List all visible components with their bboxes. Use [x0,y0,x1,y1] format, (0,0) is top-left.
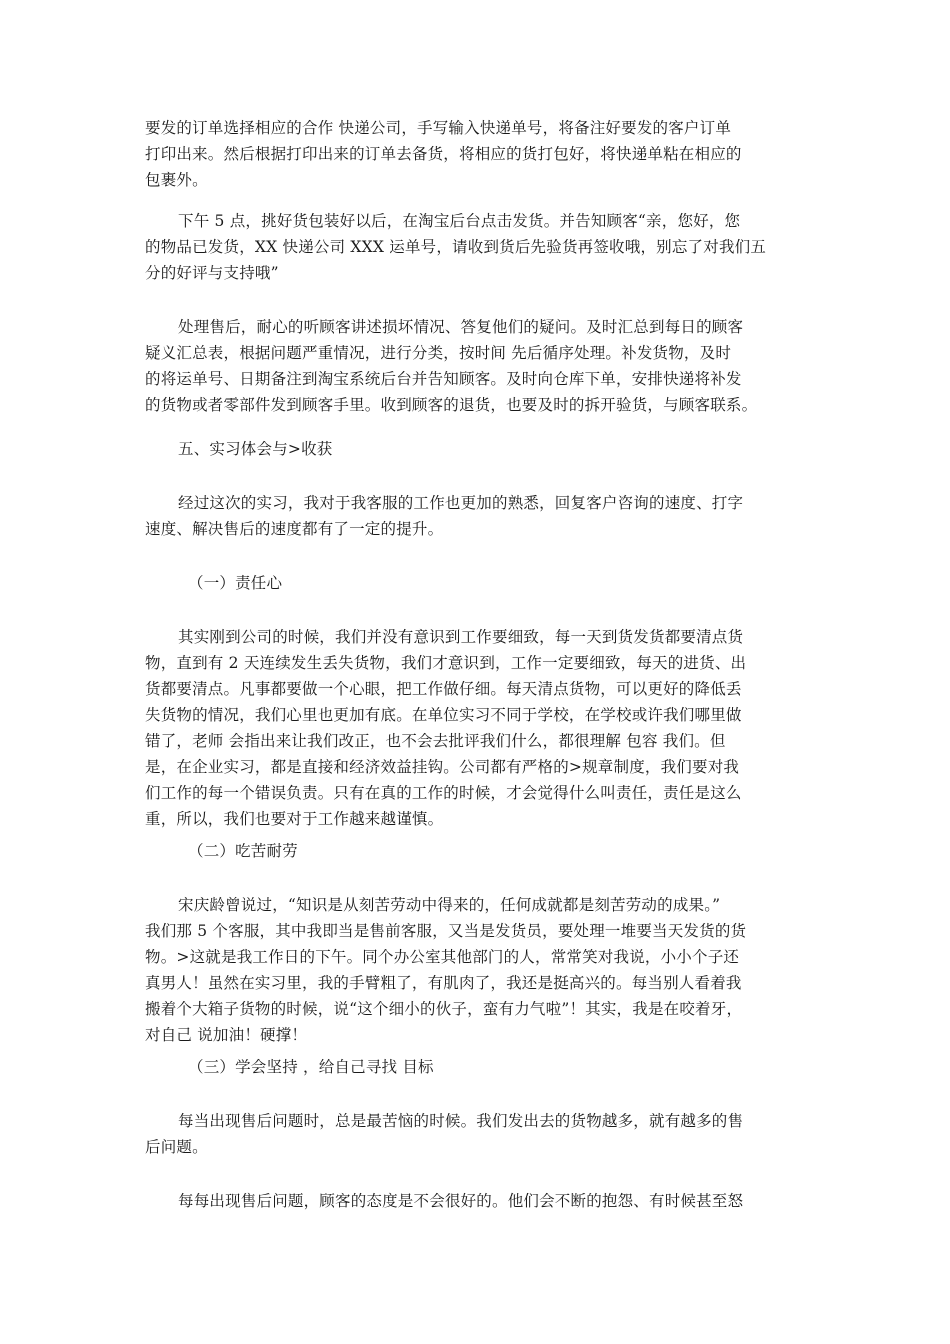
paragraph-line: 下午 5 点，挑好货包装好以后，在淘宝后台点击发货。并告知顾客“亲，您好，您 [178,212,741,230]
heading-line: 五、实习体会与>收获 [178,440,333,458]
paragraph-line: 宋庆龄曾说过，“知识是从刻苦劳动中得来的，任何成就都是刻苦劳动的成果。” [178,896,721,914]
paragraph-after-sales [145,314,810,418]
paragraph-line: 的物品已发货，XX 快递公司 XXX 运单号，请收到货后先验货再签收哦，别忘了对我们五 [145,238,767,256]
paragraph-line: 每当出现售后问题时，总是最苦恼的时候。我们发出去的货物越多，就有越多的售 [178,1112,744,1130]
paragraph-customer-attitude [145,1188,810,1214]
paragraph-responsibility [145,624,810,832]
paragraph-line: 物。>这就是我工作日的下午。同个办公室其他部门的人，常常笑对我说，小小个子还 [145,948,740,966]
section-heading-five [145,436,810,462]
paragraph-line: 货都要清点。凡事都要做一个心眼，把工作做仔细。每天清点货物，可以更好的降低丢 [145,680,742,698]
paragraph-line: 经过这次的实习，我对于我客服的工作也更加的熟悉，回复客户咨询的速度、打字 [178,494,744,512]
paragraph-shipping-notice [145,208,810,286]
paragraph-line: 后问题。 [145,1138,208,1156]
heading-line: （三）学会坚持 ，给自己寻找 目标 [188,1058,434,1076]
paragraph-line: 分的好评与支持哦” [145,264,279,282]
paragraph-line: 们工作的每一个错误负责。只有在真的工作的时候，才会觉得什么叫责任，责任是这么 [145,784,742,802]
paragraph-line: 失货物的情况，我们心里也更加有底。在单位实习不同于学校，在学校或许我们哪里做 [145,706,742,724]
subheading-hardworking [145,838,810,864]
paragraph-line: 处理售后，耐心的听顾客讲述损坏情况、答复他们的疑问。及时汇总到每日的顾客 [178,318,744,336]
paragraph-line: 的货物或者零部件发到顾客手里。收到顾客的退货，也要及时的拆开验货，与顾客联系。 [145,396,758,414]
paragraph-line: 物，直到有 2 天连续发生丢失货物，我们才意识到，工作一定要细致，每天的进货、出 [145,654,747,672]
paragraph-line: 真男人！虽然在实习里，我的手臂粗了，有肌肉了，我还是挺高兴的。每当别人看着我 [145,974,742,992]
paragraph-line: 疑义汇总表，根据问题严重情况，进行分类，按时间 先后循序处理。补发货物，及时 [145,344,732,362]
subheading-persistence [145,1054,810,1080]
paragraph-line: 我们那 5 个客服，其中我即当是售前客服，又当是发货员，要处理一堆要当天发货的货 [145,922,747,940]
paragraph-after-sales-problems [145,1108,810,1160]
paragraph-line: 的将运单号、日期备注到淘宝系统后台并告知顾客。及时向仓库下单，安排快递将补发 [145,370,742,388]
paragraph-experience [145,490,810,542]
paragraph-line: 搬着个大箱子货物的时候，说“这个细小的伙子，蛮有力气啦”！其实，我是在咬着牙， [145,1000,743,1018]
paragraph-line: 速度、解决售后的速度都有了一定的提升。 [145,520,444,538]
paragraph-hardworking [145,892,810,1048]
paragraph-line: 重，所以，我们也要对于工作越来越谨慎。 [145,810,444,828]
paragraph-line: 要发的订单选择相应的合作 快递公司，手写输入快递单号，将备注好要发的客户订单 [145,119,732,137]
heading-line: （一）责任心 [188,574,283,592]
subheading-responsibility [145,570,810,596]
paragraph-order-printing [145,115,810,193]
heading-line: （二）吃苦耐劳 [188,842,298,860]
paragraph-line: 每每出现售后问题，顾客的态度是不会很好的。他们会不断的抱怨、有时候甚至怒 [178,1192,744,1210]
paragraph-line: 错了，老师 会指出来让我们改正，也不会去批评我们什么，都很理解 包容 我们。但 [145,732,726,750]
paragraph-line: 包裹外。 [145,171,208,189]
paragraph-line: 是，在企业实习，都是直接和经济效益挂钩。公司都有严格的>规章制度，我们要对我 [145,758,740,776]
paragraph-line: 打印出来。然后根据打印出来的订单去备货，将相应的货打包好，将快递单粘在相应的 [145,145,742,163]
paragraph-line: 其实刚到公司的时候，我们并没有意识到工作要细致，每一天到货发货都要清点货 [178,628,744,646]
paragraph-line: 对自己 说加油！硬撑！ [145,1026,308,1044]
